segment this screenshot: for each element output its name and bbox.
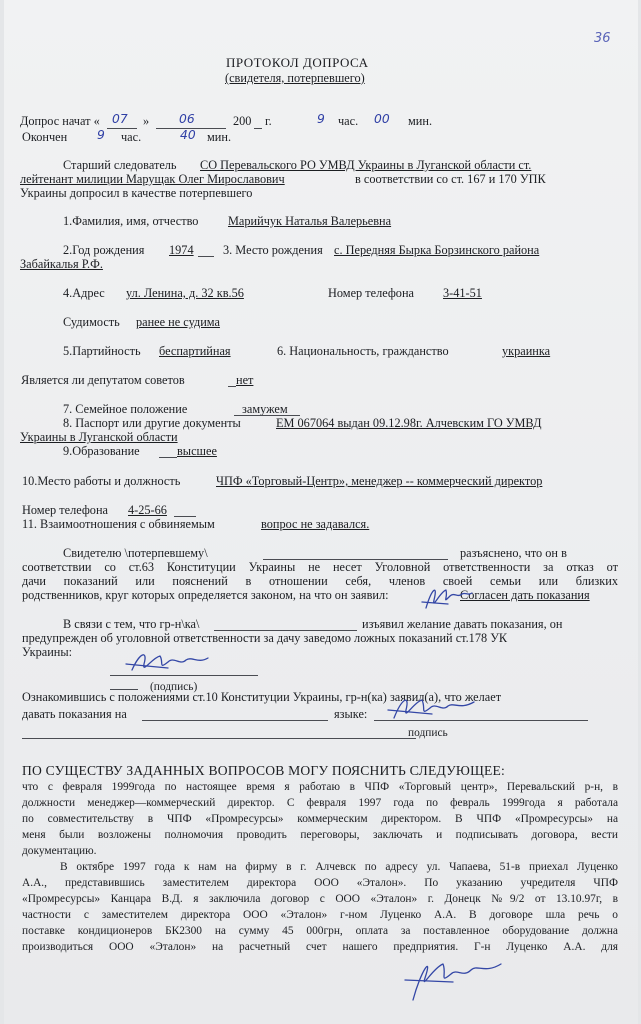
- rights-line-8: Ознакомившись с положениями ст.10 Конституции Украины, гр-н(ка) заявил(а), что желает: [22, 690, 502, 704]
- body-heading: ПО СУЩЕСТВУ ЗАДАННЫХ ВОПРОСОВ МОГУ ПОЯСНИТЬ СЛЕДУЮЩЕЕ:: [22, 763, 506, 778]
- nationality-value: украинка: [502, 344, 551, 358]
- rights-line-2: соответствии со ст.63 Конституции Украины не несет Уголовной ответственности за отказ от: [22, 560, 618, 574]
- signature-3: [384, 692, 484, 728]
- education-value: высшее: [177, 444, 217, 458]
- birth-year-value: 1974: [169, 243, 194, 257]
- rights-consent: Согласен дать показания: [460, 588, 590, 602]
- birth-place-value: с. Передняя Бырка Борзинского района: [334, 243, 540, 257]
- family-value: замужем: [242, 402, 288, 416]
- birth-year-label: 2.Год рождения: [63, 243, 145, 257]
- rights-line-4a: родственников, круг которых определяется законом, на что он заявил:: [22, 588, 389, 602]
- body-p2-line: В октябре 1997 года к нам на фирму в г. Алчевск по адресу ул. Чапаева, 51-в приехал Луценко: [60, 861, 618, 873]
- work-label: 10.Место работы и должность: [22, 474, 181, 488]
- start-minute: 00: [374, 112, 390, 126]
- page-title: ПРОТОКОЛ ДОПРОСА: [226, 55, 369, 70]
- rights-line-6: предупрежден об уголовной ответственности за дачу заведомо ложных показаний ст.178 УК: [22, 631, 508, 645]
- address-label: 4.Адрес: [63, 286, 105, 300]
- party-value: беспартийная: [159, 344, 231, 358]
- body-p2-line: А.А., представившись заместителем директора ООО «Эталон». По указанию учредителя ЧПФ: [22, 877, 618, 889]
- body-p2-line: поставке кондиционеров БК2300 на сумму 45 000грн, оплата за поставленное оборудование должна: [22, 925, 618, 937]
- body-p1-line: меня были возложены полномочия проводить переговоры, заключать и подписывать договора, вести: [22, 829, 618, 841]
- rights-line-9a: давать показания на: [22, 707, 127, 721]
- sign-caption: (подпись): [150, 681, 198, 693]
- rights-line-1b: разъяснено, что он в: [460, 546, 567, 560]
- protocol-page: 36 ПРОТОКОЛ ДОПРОСА (свидетеля, потерпевшего) Допрос начат « 07 » 06 200 г. 9 час. 00 мин. Окончен 9 час. 40 мин. Старший следователь СО Перевальского РО УМВД Украины в Луганской области ст. лейтенант милиции Марущак Олег Мирославович в соответствии со ст. 167 и 170 УПК Украины допросил в качестве потерпевшего 1.Фамилия, имя, отчество Марийчук Наталья Валерьевна 2.Год рождения 1974 3. Место рождения с. Передняя Бырка Борзинского района Забайкалья Р.Ф. 4.Адрес ул. Ленина, д. 32 кв.56 Номер телефона 3-41-51 Судимость ранее не судима 5.Партийность беспартийная 6. Национальность, гражданство украинка Является ли депутатом советов нет 7. Семейное положение замужем 8. Паспорт или другие документы ЕМ 067064 выдан 09.12.98г. Алчевским ГО УМВД Украины в Луганской области 9.Образование высшее 10.Место работы и должность ЧПФ «Торговый-Центр», менеджер -- коммерческий директор Номер телефона 4-25-66 11. Взаимоотношения с обвиняемым вопрос не задавался. Свидетелю \потерпевшему\ разъяснено, что он в соответствии со ст.63 Конституции Украины не несет Уголовной ответственности за отказ от дачи показаний или пояснений в отношении себя, членов своей семьи или близких родственников, круг которых определяется законом, на что он заявил: Согласен дать показания В связи с тем, что гр-н\ка\ изъявил желание давать показания, он предупрежден об уголовной ответственности за дачу заведомо ложных показаний ст.178 УК Украины: (подпись) Ознакомившись с положениями ст.10 Конституции Украины, гр-н(ка) заявил(а), что желает давать показания на языке: подпись ПО СУЩЕСТВУ ЗАДАННЫХ ВОПРОСОВ МОГУ ПОЯСНИТЬ СЛЕДУЮЩЕЕ: что с февраля 1999года по настоящее время я работаю в ЧПФ «Торговый центр», Перевальский р-н, в должности менеджер—коммерческий директор. С февраля 1997 года по февраль 1999года я работала по совместительству в ЧПФ «Промресурсы» коммерческим директором. В ЧПФ «Промресурсы» на меня были возложены полномочия проводить переговоры, заключать и подписывать договора, вести документацию. В октябре 1997 года к нам на фирму в г. Алчевск по адресу ул. Чапаева, 51-в приехал Луценко А.А., представившись заместителем директора ООО «Эталон». По указанию учредителя ЧПФ «Промресурсы» Канцара В.Д. я заключила договор с ООО «Эталон» г. Донецк №9/2 от 13.10.97г, в частности с заместителем директора ООО «Эталон» г-ном Луценко А.А. В договоре шла речь о поставке кондиционеров БК2300 на сумму 45 000грн, оплата за поставленное оборудование должна производиться ООО «Эталон» на расчетный счет нашего предприятия. Г-н Луценко А.А. для: [4, 0, 638, 1024]
- end-minute: 40: [180, 128, 196, 142]
- sign-caption-2: подпись: [408, 727, 448, 739]
- rights-line-5a: В связи с тем, что гр-н\ка\: [63, 617, 200, 631]
- birth-place-value-2: Забайкалья Р.Ф.: [20, 257, 103, 271]
- body-p2-line: частности с заместителем директора ООО «Эталон» г-ном Луценко А.А. В договоре шла речь о: [22, 909, 618, 921]
- end-hour-label: час.: [121, 130, 142, 144]
- signature-2: [122, 648, 222, 682]
- family-label: 7. Семейное положение: [63, 402, 188, 416]
- start-year-suffix: г.: [265, 114, 272, 128]
- page-subtitle: (свидетеля, потерпевшего): [225, 71, 365, 85]
- investigator-unit: СО Перевальского РО УМВД Украины в Луганской области ст.: [200, 158, 532, 172]
- start-hour: 9: [317, 112, 325, 126]
- education-label: 9.Образование: [63, 444, 140, 458]
- body-p1-line: документацию.: [22, 845, 97, 857]
- passport-value: ЕМ 067064 выдан 09.12.98г. Алчевским ГО УМВД: [276, 416, 542, 430]
- body-p2-line: производиться ООО «Эталон» на расчетный счет нашего предприятия. Г-н Луценко А.А. для: [22, 941, 618, 953]
- relation-label: 11. Взаимоотношения с обвиняемым: [22, 517, 215, 531]
- birth-place-label: 3. Место рождения: [223, 243, 323, 257]
- intro-role: Украины допросил в качестве потерпевшего: [20, 186, 253, 200]
- start-year-prefix: 200: [233, 114, 252, 128]
- work-phone-value: 4-25-66: [128, 503, 167, 517]
- passport-value-2: Украины в Луганской области: [20, 430, 178, 444]
- rights-line-9b: языке:: [334, 707, 368, 721]
- phone-value: 3-41-51: [443, 286, 482, 300]
- record-label: Судимость: [63, 315, 120, 329]
- start-day: 07: [112, 112, 128, 126]
- start-label: Допрос начат «: [20, 114, 100, 128]
- end-minute-label: мин.: [207, 130, 232, 144]
- start-minute-label: мин.: [408, 114, 433, 128]
- address-value: ул. Ленина, д. 32 кв.56: [126, 286, 244, 300]
- nationality-label: 6. Национальность, гражданство: [277, 344, 449, 358]
- page-number: 36: [594, 31, 611, 46]
- phone-label: Номер телефона: [328, 286, 414, 300]
- rights-line-7: Украины:: [22, 645, 73, 659]
- body-p1-line: что с февраля 1999года по настоящее время я работаю в ЧПФ «Торговый центр», Перевальский р-н, в: [22, 781, 618, 793]
- relation-value: вопрос не задавался.: [261, 517, 370, 531]
- fio-value: Марийчук Наталья Валерьевна: [228, 214, 392, 228]
- deputy-value: нет: [236, 373, 254, 387]
- intro-prefix: Старший следователь: [63, 158, 177, 172]
- rights-line-5b: изъявил желание давать показания, он: [362, 617, 563, 631]
- signature-4: [399, 950, 509, 1006]
- work-value: ЧПФ «Торговый-Центр», менеджер -- коммерческий директор: [216, 474, 543, 488]
- fio-label: 1.Фамилия, имя, отчество: [63, 214, 199, 228]
- end-hour: 9: [97, 128, 105, 142]
- signature-1: [418, 582, 478, 616]
- work-phone-label: Номер телефона: [22, 503, 108, 517]
- record-value: ранее не судима: [136, 315, 220, 329]
- body-p1-line: по совместительству в ЧПФ «Промресурсы» коммерческим директором. В ЧПФ «Промресурсы» на: [22, 813, 618, 825]
- passport-label: 8. Паспорт или другие документы: [63, 416, 241, 430]
- deputy-label: Является ли депутатом советов: [21, 373, 185, 387]
- rights-line-1a: Свидетелю \потерпевшему\: [63, 546, 208, 560]
- body-p1-line: должности менеджер—коммерческий директор. С февраля 1997 года по февраль 1999года я работала: [22, 797, 618, 809]
- body-p2-line: «Промресурсы» Канцара В.Д. я заключила договор с ООО «Эталон» г. Донецк №9/2 от 13.10.97г, в: [22, 893, 618, 905]
- party-label: 5.Партийность: [63, 344, 141, 358]
- investigator-name: лейтенант милиции Марущак Олег Мирославович: [20, 172, 285, 186]
- start-hour-label: час.: [338, 114, 359, 128]
- intro-law: в соответствии со ст. 167 и 170 УПК: [355, 172, 546, 186]
- end-label: Окончен: [22, 130, 68, 144]
- start-month: 06: [179, 112, 195, 126]
- rights-line-3: дачи показаний или пояснений в отношении себя, членов своей семьи или близких: [22, 574, 618, 588]
